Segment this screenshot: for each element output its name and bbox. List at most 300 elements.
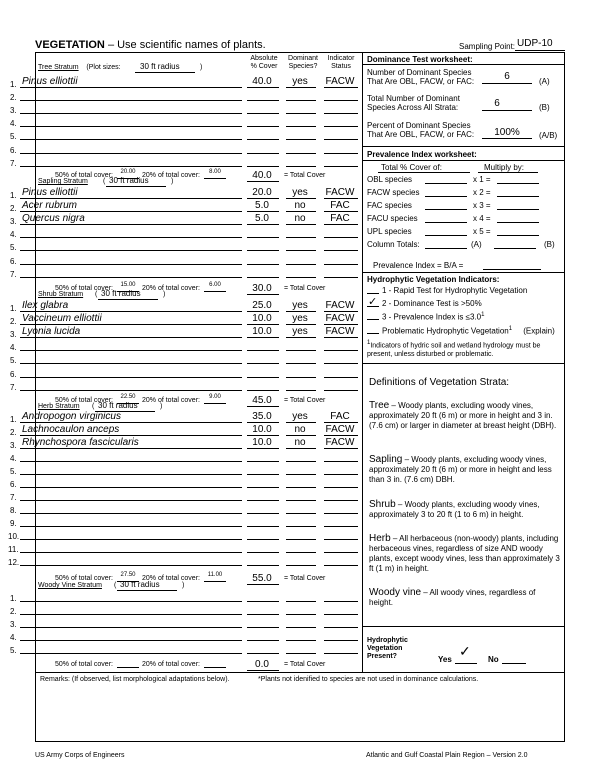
herb-row-num: 11. <box>8 545 19 554</box>
prevalence-row-cover-line <box>425 222 467 223</box>
shrub-dominant-line <box>286 311 316 312</box>
vine-status-line <box>324 627 358 628</box>
sapling-plot-size: 30 ft radius <box>109 176 149 185</box>
sapling-status-line <box>324 250 358 251</box>
sapling-status-line <box>324 237 358 238</box>
definition-shrub-term: Shrub <box>369 499 396 510</box>
sapling-cover: 5.0 <box>255 200 269 212</box>
dominance-q1b: That Are OBL, FACW, or FAC: <box>367 77 475 86</box>
vine-species-line <box>20 640 242 641</box>
sapling-species-line <box>20 211 242 212</box>
sapling-dominant-line <box>286 250 316 251</box>
vine-total-label: = Total Cover <box>284 661 326 668</box>
tree-species-line <box>20 87 242 88</box>
tree-cover-line <box>247 113 279 114</box>
shrub-status-line <box>324 350 358 351</box>
sapling-status: FAC <box>330 200 350 212</box>
prevalence-col1: Total % Cover of: <box>381 163 442 172</box>
vine-species-line <box>20 614 242 615</box>
herb-status-line <box>324 565 358 566</box>
shrub-status-line <box>324 311 358 312</box>
vine-species-line <box>20 601 242 602</box>
footer-right: Atlantic and Gulf Coastal Plain Region – Version 2.0 <box>366 752 528 759</box>
shrub-status: FACW <box>325 326 355 338</box>
col-indicator-label: Indicator <box>327 55 355 62</box>
dominance-a1: 6 <box>504 71 510 82</box>
vine-dominant-line <box>286 640 316 641</box>
tree-status-line <box>324 100 358 101</box>
col-absolute-cover <box>244 55 284 71</box>
shrub-cover: 10.0 <box>252 313 272 325</box>
shrub-species-line <box>20 363 242 364</box>
prevalence-b: (B) <box>544 240 555 249</box>
form-title <box>35 39 266 51</box>
prevalence-row-product-line <box>497 222 539 223</box>
herb-species-line <box>20 474 242 475</box>
shrub-fifty-label: 50% of total cover: <box>55 397 113 404</box>
dominance-title: Dominance Test worksheet: <box>367 55 473 64</box>
vine-dominant-line <box>286 653 316 654</box>
herb-status-line <box>324 552 358 553</box>
sapling-cover-line <box>247 211 279 212</box>
dominance-a3: 100% <box>494 127 520 138</box>
tree-cover-line <box>247 139 279 140</box>
tree-row-num: 7. <box>10 158 17 168</box>
vine-status-line <box>324 614 358 615</box>
tree-total-label: = Total Cover <box>284 172 326 179</box>
sapling-row-num: 2. <box>10 204 17 214</box>
sapling-species-line <box>20 250 242 251</box>
herb-status-line <box>324 435 358 436</box>
herb-row-num: 12. <box>8 558 20 567</box>
herb-cover-line <box>247 422 279 423</box>
tree-cover-line <box>247 153 279 154</box>
definition-vine-term: Woody vine <box>369 587 422 598</box>
sapling-cover: 20.0 <box>252 187 272 198</box>
sapling-fifty-label: 50% of total cover: <box>55 285 113 292</box>
sapling-stratum-label: Sapling Stratum <box>38 178 88 185</box>
shrub-cover-line <box>247 324 279 325</box>
prevalence-row-mult: x 1 = <box>473 175 491 184</box>
sapling-dominant-line <box>286 264 316 265</box>
sapling-twenty-label: 20% of total cover: <box>142 285 200 292</box>
definition-tree-term: Tree <box>369 400 390 411</box>
herb-row-num: 9. <box>10 519 17 528</box>
sampling-point-value: UDP-10 <box>517 38 553 49</box>
herb-dominant: yes <box>292 411 308 422</box>
vine-total-value: 0.0 <box>255 659 269 670</box>
vine-row-num: 5. <box>10 646 17 656</box>
tree-cover-line <box>247 126 279 127</box>
hydrophytic-yes-check: ✓ <box>459 643 471 659</box>
vine-fifty-line <box>117 667 139 668</box>
sapling-cover-line <box>247 264 279 265</box>
prevalence-col2: Multiply by: <box>484 163 525 172</box>
tree-stratum-label: Tree Stratum <box>38 64 79 71</box>
shrub-dominant-line <box>286 324 316 325</box>
definition-vine-text: – All woody vines, regardless of height. <box>369 588 536 607</box>
prevalence-row-label: FACW species <box>367 188 420 197</box>
shrub-total-value: 45.0 <box>252 395 272 406</box>
tree-stratum-header <box>38 64 121 72</box>
herb-fifty-value: 27.50 <box>120 572 136 578</box>
definition-shrub-text: – Woody plants, excluding woody vines, approximately 3 to 20 ft (1 to 6 m) in height. <box>369 500 540 519</box>
tree-status-line <box>324 87 358 88</box>
shrub-cover-line <box>247 350 279 351</box>
sapling-row-num: 4. <box>10 230 17 240</box>
prevalence-row-label: FACU species <box>367 214 418 223</box>
tree-total-value: 40.0 <box>252 170 272 181</box>
prevalence-row-product-line <box>497 196 539 197</box>
herb-dominant-line <box>286 552 316 553</box>
shrub-open-paren: ( <box>95 291 98 298</box>
herb-cover: 10.0 <box>252 437 272 448</box>
herb-twenty-value: 11.00 <box>207 572 223 578</box>
vine-open-paren: ( <box>114 582 117 589</box>
shrub-cover-line <box>247 337 279 338</box>
herb-dominant-line <box>286 513 316 514</box>
col-species-label: Species? <box>288 63 318 70</box>
sapling-cover: 5.0 <box>255 213 269 225</box>
indicator-4-explain: (Explain) <box>523 326 555 336</box>
definition-herb-term: Herb <box>369 533 391 544</box>
vine-cover-line <box>247 601 279 602</box>
tree-row-num: 6. <box>10 145 17 155</box>
herb-dominant-line <box>286 526 316 527</box>
herb-species: Lachnocaulon anceps <box>22 424 120 435</box>
herb-dominant-line <box>286 487 316 488</box>
indicator-4 <box>382 326 555 336</box>
herb-species-line <box>20 526 242 527</box>
herb-total-value: 55.0 <box>252 573 272 584</box>
shrub-species-line <box>20 350 242 351</box>
herb-species-line <box>20 487 242 488</box>
vine-plot-size: 30 ft radius <box>120 580 160 589</box>
tree-dominant-line <box>286 113 316 114</box>
herb-twenty-line <box>204 581 226 582</box>
hydrophytic-l1: Hydrophytic <box>367 637 408 644</box>
herb-status-line <box>324 461 358 462</box>
shrub-species-line <box>20 311 242 312</box>
hydrophytic-no-label: No <box>488 655 499 664</box>
vine-cover-line <box>247 614 279 615</box>
sapling-open-paren: ( <box>103 178 106 185</box>
tree-status-line <box>324 166 358 167</box>
dominance-q2 <box>367 94 460 112</box>
sapling-dominant: no <box>294 213 306 225</box>
indicators-note <box>367 340 559 359</box>
tree-status: FACW <box>325 76 355 87</box>
indicator-3-text: 3 - Prevalence Index is ≤3.0 <box>382 312 482 322</box>
herb-species-line <box>20 500 242 501</box>
sapling-total-value: 30.0 <box>252 283 272 294</box>
tree-dominant-line <box>286 166 316 167</box>
dominance-l2: (B) <box>539 103 550 112</box>
indicator-2-check: ✓ <box>368 296 378 308</box>
dominance-q2b: Species Across All Strata: <box>367 103 459 112</box>
shrub-status: FACW <box>325 313 355 325</box>
herb-row-num: 8. <box>10 506 17 515</box>
sapling-dominant-line <box>286 277 316 278</box>
prevalence-row-product-line <box>497 235 539 236</box>
definition-herb-text: – All herbaceous (non-woody) plants, including herbaceous vines, regardless of size AND woody plants, except woody vines, less than approximately 3 ft (1 m) in height. <box>369 534 560 573</box>
herb-row-num: 1. <box>10 415 17 424</box>
shrub-row-num: 4. <box>10 343 17 353</box>
sapling-status: FAC <box>330 213 350 225</box>
sapling-row-num: 1. <box>10 191 17 200</box>
herb-fifty-label: 50% of total cover: <box>55 575 113 582</box>
herb-dominant-line <box>286 500 316 501</box>
definition-sapling-term: Sapling <box>369 454 403 465</box>
tree-status-line <box>324 153 358 154</box>
vine-status-line <box>324 640 358 641</box>
vine-dominant-line <box>286 627 316 628</box>
sapling-status: FACW <box>325 187 355 198</box>
shrub-dominant-line <box>286 363 316 364</box>
prevalence-a: (A) <box>471 240 482 249</box>
vine-species-line <box>20 653 242 654</box>
sapling-cover-line <box>247 250 279 251</box>
herb-cover: 35.0 <box>252 411 272 422</box>
dominance-a2: 6 <box>494 98 500 109</box>
herb-status-line <box>324 448 358 449</box>
shrub-dominant-line <box>286 377 316 378</box>
form-subtitle: – Use scientific names of plants. <box>107 39 266 51</box>
prevalence-row-product-line <box>497 183 539 184</box>
sapling-species-line <box>20 264 242 265</box>
definition-sapling <box>369 455 559 485</box>
vine-species-line <box>20 627 242 628</box>
indicators-title: Hydrophytic Vegetation Indicators: <box>367 275 500 284</box>
herb-species-line <box>20 461 242 462</box>
sapling-species: Acer rubrum <box>22 200 78 212</box>
herb-stratum-label: Herb Stratum <box>38 403 80 410</box>
sapling-twenty-line <box>204 291 226 292</box>
definition-tree-text: – Woody plants, excluding woody vines, approximately 20 ft (6 m) or more in height and 3 in. (7.6 cm) or larger in diameter at breast height (DBH). <box>369 401 557 430</box>
dominance-q3 <box>367 121 474 139</box>
herb-status-line <box>324 500 358 501</box>
herb-dominant-line <box>286 422 316 423</box>
tree-dominant-line <box>286 153 316 154</box>
shrub-plot-size: 30 ft radius <box>101 289 141 298</box>
form-title-main: VEGETATION <box>35 39 105 51</box>
herb-row-num: 6. <box>10 480 17 489</box>
prevalence-row-mult: x 3 = <box>473 201 491 210</box>
tree-total-line <box>247 181 279 182</box>
prevalence-index: Prevalence Index = B/A = <box>373 261 464 270</box>
dominance-q3a: Percent of Dominant Species <box>367 121 471 130</box>
shrub-species: Ilex glabra <box>22 300 69 311</box>
herb-total-line <box>247 584 279 585</box>
tree-species-line <box>20 126 242 127</box>
shrub-row-num: 5. <box>10 356 17 366</box>
col-absolute-label: Absolute <box>250 55 278 62</box>
sapling-status-line <box>324 277 358 278</box>
sapling-species-line <box>20 224 242 225</box>
shrub-status-line <box>324 324 358 325</box>
sapling-cover-line <box>247 277 279 278</box>
herb-species-line <box>20 565 242 566</box>
sapling-row-num: 3. <box>10 217 17 227</box>
herb-cover-line <box>247 565 279 566</box>
tree-dominant-line <box>286 100 316 101</box>
herb-species-line <box>20 539 242 540</box>
tree-species-line <box>20 100 242 101</box>
herb-cover-line <box>247 435 279 436</box>
herb-cover-line <box>247 500 279 501</box>
dominance-q1 <box>367 68 474 86</box>
prevalence-row-label: OBL species <box>367 175 413 184</box>
shrub-row-num: 1. <box>10 304 17 313</box>
sapling-species: Quercus nigra <box>22 213 85 225</box>
herb-status-line <box>324 422 358 423</box>
herb-status-line <box>324 513 358 514</box>
definition-vine <box>369 588 561 608</box>
prevalence-title: Prevalence Index worksheet: <box>367 150 477 159</box>
tree-cover-line <box>247 87 279 88</box>
tree-status-line <box>324 126 358 127</box>
vine-status-line <box>324 653 358 654</box>
tree-status-line <box>324 139 358 140</box>
herb-species-line <box>20 422 242 423</box>
tree-species-line <box>20 153 242 154</box>
shrub-total-label: = Total Cover <box>284 397 326 404</box>
vine-close-paren: ) <box>182 582 185 589</box>
plot-size-label: (Plot sizes: <box>86 64 121 71</box>
hydrophytic-l2: Vegetation <box>367 645 403 652</box>
indicator-1: 1 - Rapid Test for Hydrophytic Vegetation <box>382 286 528 295</box>
herb-cover-line <box>247 513 279 514</box>
shrub-total-line <box>247 406 279 407</box>
herb-row-num: 7. <box>10 493 17 502</box>
col-cover-label: % Cover <box>250 63 278 70</box>
herb-dominant: no <box>294 437 306 448</box>
herb-row-num: 5. <box>10 467 17 476</box>
dominance-q1a: Number of Dominant Species <box>367 68 472 77</box>
herb-dominant-line <box>286 474 316 475</box>
indicator-4-text: Problematic Hydrophytic Vegetation <box>382 326 509 336</box>
sapling-total-label: = Total Cover <box>284 285 326 292</box>
shrub-dominant-line <box>286 337 316 338</box>
indicators-note-footnote: 1 <box>367 340 371 346</box>
footer-left: US Army Corps of Engineers <box>35 752 125 759</box>
shrub-fifty-value: 22.50 <box>120 394 136 400</box>
tree-dominant-line <box>286 87 316 88</box>
herb-cover-line <box>247 448 279 449</box>
shrub-dominant-line <box>286 350 316 351</box>
tree-species-line <box>20 139 242 140</box>
shrub-species-line <box>20 337 242 338</box>
vine-twenty-label: 20% of total cover: <box>142 661 200 668</box>
hydrophytic-present-label <box>367 637 408 661</box>
sapling-cover-line <box>247 224 279 225</box>
herb-twenty-label: 20% of total cover: <box>142 575 200 582</box>
vine-row-num: 2. <box>10 607 17 617</box>
sapling-plot-line <box>106 186 166 187</box>
sapling-dominant: no <box>294 200 306 212</box>
sapling-status-line <box>324 211 358 212</box>
tree-cover-line <box>247 100 279 101</box>
shrub-species-line <box>20 377 242 378</box>
definition-tree <box>369 401 559 431</box>
shrub-twenty-label: 20% of total cover: <box>142 397 200 404</box>
tree-row-num: 3. <box>10 106 17 116</box>
vine-dominant-line <box>286 614 316 615</box>
prevalence-row-cover-line <box>425 183 467 184</box>
herb-dominant-line <box>286 435 316 436</box>
shrub-row-num: 6. <box>10 369 17 379</box>
sapling-row-num: 7. <box>10 269 17 279</box>
prevalence-row-cover-line <box>425 235 467 236</box>
herb-species-line <box>20 513 242 514</box>
dominance-q2a: Total Number of Dominant <box>367 94 460 103</box>
shrub-cover-line <box>247 390 279 391</box>
herb-row-num: 2. <box>10 428 17 437</box>
herb-cover-line <box>247 526 279 527</box>
shrub-status-line <box>324 377 358 378</box>
herb-status: FACW <box>325 424 355 435</box>
tree-species-line <box>20 166 242 167</box>
vine-row-num: 4. <box>10 633 17 643</box>
herb-species: Andropogon virginicus <box>22 411 121 422</box>
prevalence-row-product-line <box>497 209 539 210</box>
shrub-dominant: yes <box>292 326 308 338</box>
herb-close-paren: ) <box>160 403 163 410</box>
herb-status-line <box>324 526 358 527</box>
herb-dominant: no <box>294 424 306 435</box>
tree-twenty-line <box>204 178 226 179</box>
sapling-species-line <box>20 277 242 278</box>
col-dominant <box>283 55 323 71</box>
shrub-dominant: yes <box>292 313 308 325</box>
vine-twenty-line <box>204 667 226 668</box>
definition-herb <box>369 534 561 574</box>
shrub-species-line <box>20 390 242 391</box>
indicator-3 <box>382 312 484 322</box>
herb-dominant-line <box>286 461 316 462</box>
tree-status-line <box>324 113 358 114</box>
remarks-label: Remarks: (If observed, list morphological adaptations below). <box>40 676 230 683</box>
definition-shrub <box>369 500 559 520</box>
herb-status: FACW <box>325 437 355 448</box>
shrub-stratum-label: Shrub Stratum <box>38 291 84 298</box>
herb-row-num: 10. <box>8 532 20 541</box>
shrub-row-num: 7. <box>10 382 17 392</box>
sapling-species-line <box>20 198 242 199</box>
tree-row-num: 1. <box>10 80 17 89</box>
prevalence-row-cover-line <box>425 209 467 210</box>
shrub-cover: 25.0 <box>252 300 272 311</box>
herb-dominant-line <box>286 448 316 449</box>
sapling-species-line <box>20 237 242 238</box>
shrub-cover-line <box>247 363 279 364</box>
indicators-note-text: Indicators of hydric soil and wetland hydrology must be present, unless disturbed or problematic. <box>367 342 541 359</box>
sapling-dominant-line <box>286 211 316 212</box>
vine-row-num: 1. <box>10 594 17 603</box>
herb-species: Rhynchospora fascicularis <box>22 437 139 448</box>
herb-cover: 10.0 <box>252 424 272 435</box>
herb-species-line <box>20 435 242 436</box>
vine-total-line <box>247 670 279 671</box>
shrub-status: FACW <box>325 300 355 311</box>
prevalence-row-mult: x 4 = <box>473 214 491 223</box>
sapling-cover-line <box>247 237 279 238</box>
shrub-species: Vaccineum elliottii <box>22 313 102 325</box>
shrub-species-line <box>20 324 242 325</box>
sapling-species: Pinus elliottii <box>22 187 78 198</box>
dominance-l3: (A/B) <box>539 131 558 140</box>
herb-cover-line <box>247 461 279 462</box>
